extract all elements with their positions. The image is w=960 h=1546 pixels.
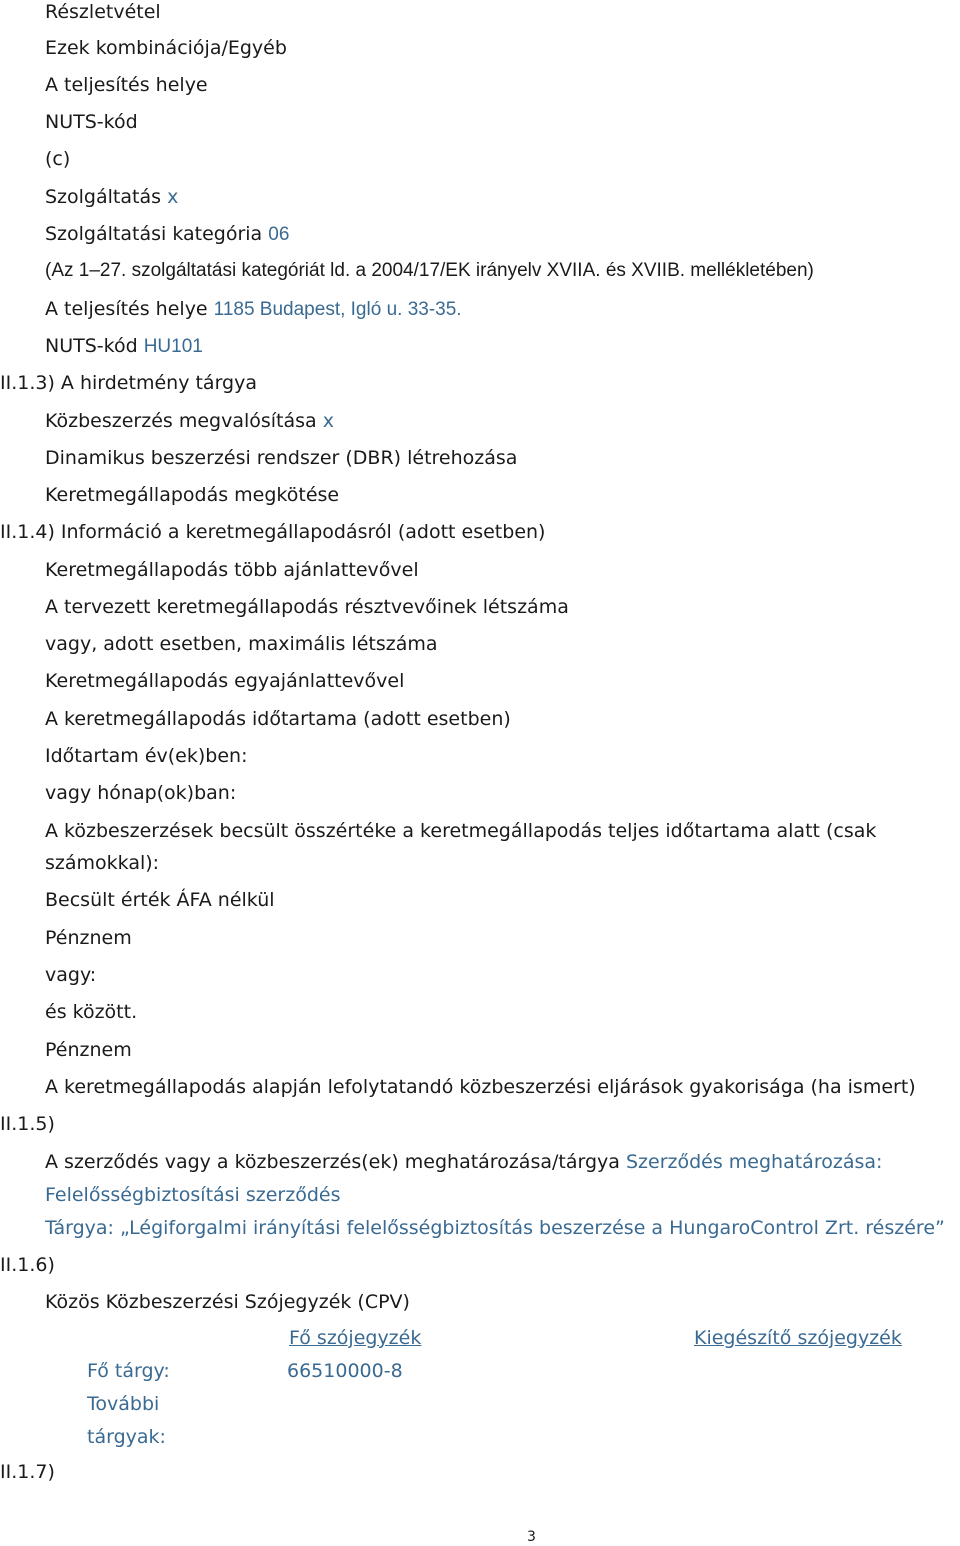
line-teljesites-helye: A teljesítés helye: [45, 74, 208, 96]
kozbeszerzes-label: Közbeszerzés megvalósítása: [45, 410, 317, 432]
list-item: és között.: [45, 1001, 138, 1023]
page-number: 3: [527, 1529, 536, 1545]
szolgaltatas-label: Szolgáltatás: [45, 186, 162, 208]
line-targya: Tárgya: „Légiforgalmi irányítási felelősségbiztosítás beszerzése a HungaroControl Zrt. részére”: [45, 1217, 945, 1239]
cpv-row-label-tovabbi: További: [87, 1393, 160, 1415]
helye-value: 1185 Budapest, Igló u. 33-35.: [213, 299, 462, 320]
list-item: vagy:: [45, 964, 97, 986]
helye-label: A teljesítés helye: [45, 298, 208, 320]
line-reszletvetel: Részletvétel: [45, 1, 161, 23]
section-heading-ii-1-6: II.1.6): [0, 1254, 55, 1276]
line-nuts-kod: NUTS-kód: [45, 111, 138, 133]
cpv-title: Közös Közbeszerzési Szójegyzék (CPV): [45, 1291, 410, 1313]
line-szolgaltatas: [45, 185, 178, 209]
list-item: Időtartam év(ek)ben:: [45, 745, 248, 767]
list-item: vagy, adott esetben, maximális létszáma: [45, 633, 438, 655]
line-nuts-kod-value: [45, 334, 203, 359]
list-item: Becsült érték ÁFA nélkül: [45, 889, 275, 911]
line-dbr: Dinamikus beszerzési rendszer (DBR) létrehozása: [45, 447, 518, 469]
line-felelossegbiztositasi: Felelősségbiztosítási szerződés: [45, 1184, 341, 1206]
section-heading-ii-1-4: II.1.4) Információ a keretmegállapodásról (adott esetben): [0, 521, 546, 543]
line-szolgaltatasi-kategoria: [45, 222, 289, 247]
cpv-row-label-targyak: tárgyak:: [87, 1426, 166, 1448]
szerzodes-label: A szerződés vagy a közbeszerzés(ek) meghatározása/tárgya: [45, 1151, 620, 1173]
list-item: vagy hónap(ok)ban:: [45, 782, 237, 804]
list-item: Pénznem: [45, 1039, 132, 1061]
szolgaltatas-mark: x: [167, 186, 179, 208]
list-item: számokkal):: [45, 852, 160, 874]
cpv-row-value-fo-targy: 66510000-8: [287, 1360, 403, 1382]
line-kombinacio: Ezek kombinációja/Egyéb: [45, 37, 287, 59]
list-item: Keretmegállapodás több ajánlattevővel: [45, 559, 419, 581]
list-item: A keretmegállapodás időtartama (adott esetben): [45, 708, 511, 730]
list-item: Pénznem: [45, 927, 132, 949]
line-c: (c): [45, 148, 71, 170]
cpv-col-extra: Kiegészítő szójegyzék: [694, 1327, 902, 1349]
list-item: A tervezett keretmegállapodás résztvevőinek létszáma: [45, 596, 569, 618]
list-item: Keretmegállapodás egyajánlattevővel: [45, 670, 405, 692]
line-szerzodes-meghatarozasa: [45, 1150, 882, 1174]
section-heading-ii-1-3: II.1.3) A hirdetmény tárgya: [0, 372, 257, 394]
kategoria-value: 06: [268, 224, 290, 245]
line-kozbeszerzes-megvalositasa: [45, 409, 334, 433]
line-teljesites-helye-value: [45, 297, 462, 322]
nuts-label: NUTS-kód: [45, 335, 138, 357]
line-keretmegallapodas-megkotese: Keretmegállapodás megkötése: [45, 484, 340, 506]
section-heading-ii-1-5: II.1.5): [0, 1113, 55, 1135]
line-kategoria-note: (Az 1–27. szolgáltatási kategóriát ld. a 2004/17/EK irányelv XVIIA. és XVIIB. mellékletében): [45, 260, 814, 281]
list-item: A közbeszerzések becsült összértéke a keretmegállapodás teljes időtartama alatt (csak: [45, 820, 877, 842]
nuts-value: HU101: [143, 336, 203, 357]
cpv-col-main: Fő szójegyzék: [289, 1327, 422, 1349]
list-item: A keretmegállapodás alapján lefolytatandó közbeszerzési eljárások gyakorisága (ha ismert): [45, 1076, 916, 1098]
szerzodes-value: Szerződés meghatározása:: [625, 1151, 883, 1173]
kozbeszerzes-mark: x: [322, 410, 334, 432]
cpv-row-label-fo-targy: Fő tárgy:: [87, 1360, 170, 1382]
section-heading-ii-1-7: II.1.7): [0, 1461, 55, 1483]
kategoria-label: Szolgáltatási kategória: [45, 223, 263, 245]
